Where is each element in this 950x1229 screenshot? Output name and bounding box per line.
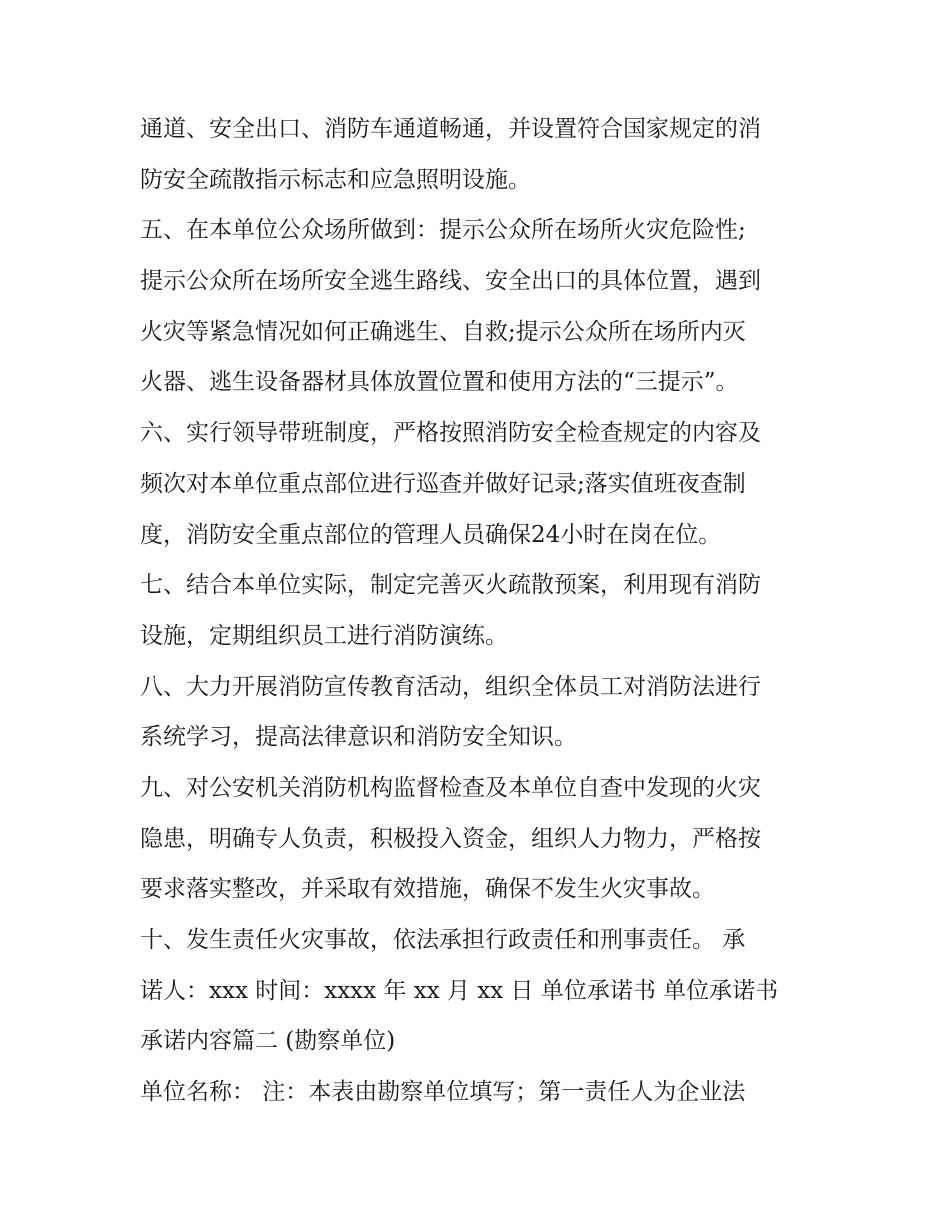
- text-line-6: 火器、逃生设备器材具体放置位置和使用方法的“三提示”。: [140, 369, 739, 396]
- text-line-3: 五、在本单位公众场所做到：提示公众所在场所火灾危险性;: [140, 217, 746, 244]
- text-line-8: 频次对本单位重点部位进行巡查并做好记录;落实值班夜查制: [140, 470, 746, 497]
- text-line-5: 火灾等紧急情况如何正确逃生、自救;提示公众所在场所内灭: [140, 318, 746, 345]
- text-line-10: 七、结合本单位实际，制定完善灭火疏散预案，利用现有消防: [140, 572, 761, 599]
- text-line-15: 隐患，明确专人负责，积极投入资金，组织人力物力，严格按: [140, 825, 761, 852]
- text-line-4: 提示公众所在场所安全逃生路线、安全出口的具体位置，遇到: [140, 268, 761, 295]
- text-line-19: 承诺内容篇二 (勘察单位): [140, 1028, 396, 1055]
- text-line-20: 单位名称： 注：本表由勘察单位填写；第一责任人为企业法: [140, 1079, 746, 1106]
- text-line-16: 要求落实整改，并采取有效措施，确保不发生火灾事故。: [140, 876, 715, 903]
- text-line-1: 通道、安全出口、消防车通道畅通，并设置符合国家规定的消: [140, 116, 761, 142]
- text-line-9: 度，消防安全重点部位的管理人员确保24小时在岗在位。: [140, 521, 722, 548]
- body-text: [140, 104, 820, 1118]
- text-line-14: 九、对公安机关消防机构监督检查及本单位自查中发现的火灾: [140, 774, 761, 801]
- text-line-7: 六、实行领导带班制度，严格按照消防安全检查规定的内容及: [140, 420, 761, 447]
- text-line-12: 八、大力开展消防宣传教育活动，组织全体员工对消防法进行: [140, 673, 761, 700]
- text-line-11: 设施，定期组织员工进行消防演练。: [140, 622, 508, 649]
- text-line-2: 防安全疏散指示标志和应急照明设施。: [140, 166, 531, 193]
- text-line-17: 十、发生责任火灾事故，依法承担行政责任和刑事责任。 承: [140, 927, 746, 953]
- text-line-18: 诺人：xxx 时间：xxxx 年 xx 月 xx 日 单位承诺书 单位承诺书: [140, 977, 779, 1004]
- text-line-13: 系统学习，提高法律意识和消防安全知识。: [140, 724, 577, 751]
